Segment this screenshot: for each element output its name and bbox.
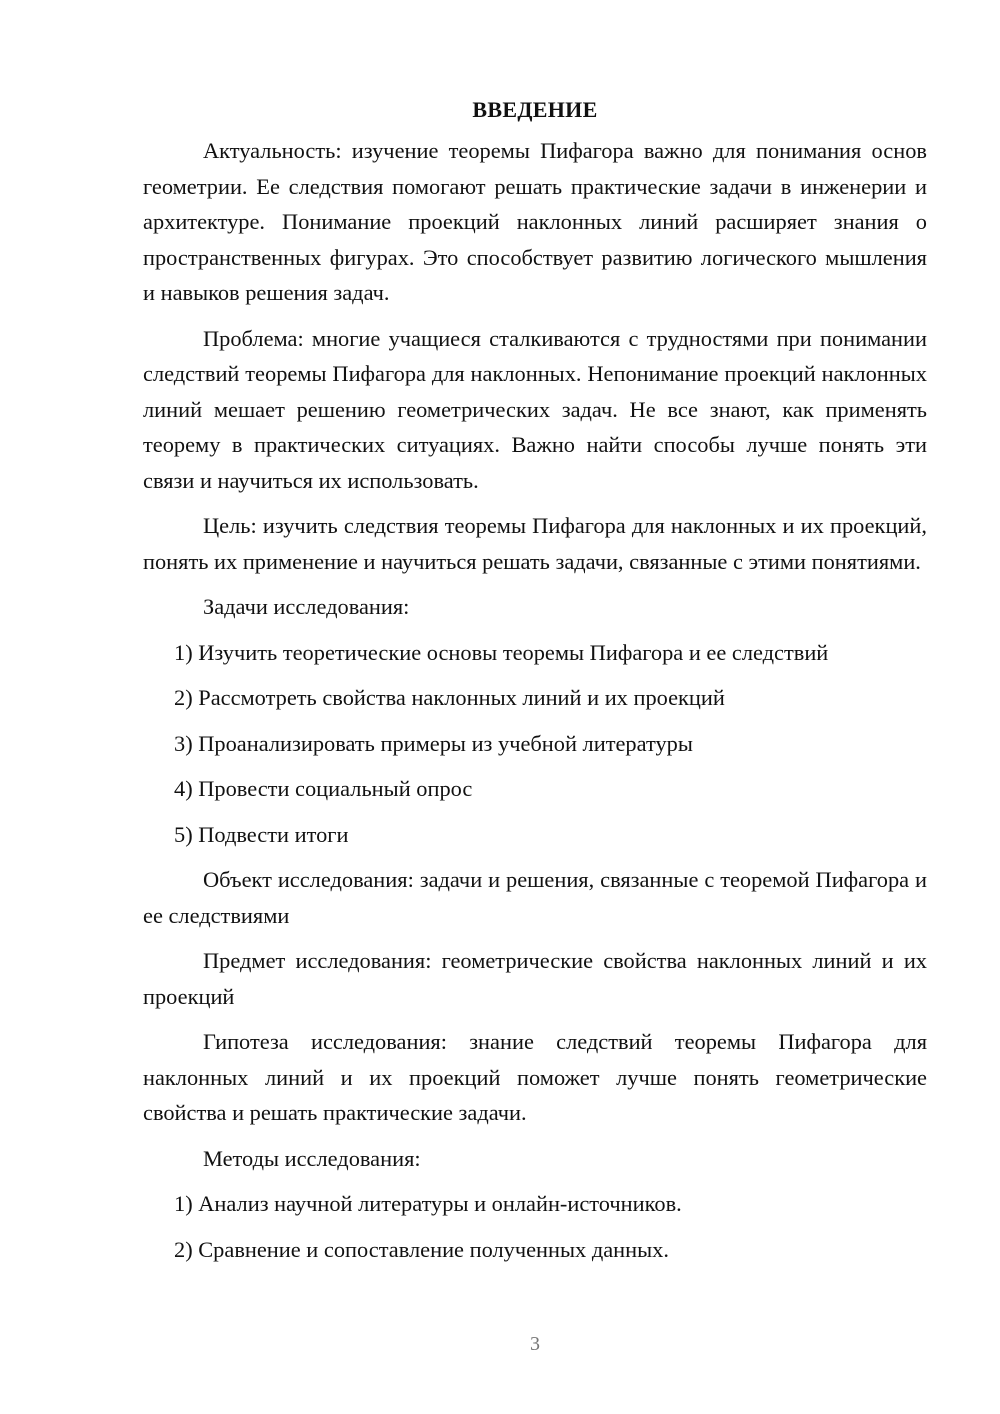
problem-paragraph: Проблема: многие учащиеся сталкиваются с трудностями при понимании следствий теоремы Пифагора для наклонных. Непонимание проекций наклонных линий мешает решению геометрических задач. Не все знают, как применять теорему в практических ситуациях. Важно найти способы лучше понять эти связи и научиться их использовать.: [143, 325, 927, 493]
section-heading: ВВЕДЕНИЕ: [472, 97, 598, 122]
hypothesis-paragraph: Гипотеза исследования: знание следствий теоремы Пифагора для наклонных линий и их проекций поможет лучше понять геометрические свойства и решать практические задачи.: [143, 1029, 927, 1125]
relevance-paragraph: Актуальность: изучение теоремы Пифагора важно для понимания основ геометрии. Ее следствия помогают решать практические задачи в инженерии и архитектуре. Понимание проекций наклонных линий расширяет знания о пространственных фигурах. Это способствует развитию логического мышления и навыков решения задач.: [143, 138, 927, 305]
list-item: 3) Проанализировать примеры из учебной литературы: [174, 730, 693, 756]
list-item: 1) Изучить теоретические основы теоремы Пифагора и ее следствий: [174, 639, 829, 665]
tasks-title: Задачи исследования:: [203, 594, 410, 619]
list-item: 1) Анализ научной литературы и онлайн-источников.: [174, 1191, 682, 1216]
page-number: 3: [530, 1333, 540, 1355]
goal-paragraph: Цель: изучить следствия теоремы Пифагора для наклонных и их проекций, понять их применение и научиться решать задачи, связанные с этими понятиями.: [143, 513, 927, 574]
document-page: [143, 92, 927, 1277]
list-item: 5) Подвести итоги: [174, 821, 349, 847]
list-item: 2) Сравнение и сопоставление полученных данных.: [174, 1236, 669, 1262]
subject-paragraph: Предмет исследования: геометрические свойства наклонных линий и их проекций: [143, 948, 927, 1009]
methods-list: [143, 1186, 927, 1267]
list-item: 2) Рассмотреть свойства наклонных линий и их проекций: [174, 685, 725, 710]
tasks-list: [143, 635, 927, 853]
object-paragraph: Объект исследования: задачи и решения, связанные с теоремой Пифагора и ее следствиями: [143, 867, 927, 928]
methods-title: Методы исследования:: [203, 1145, 421, 1171]
list-item: 4) Провести социальный опрос: [174, 776, 473, 801]
